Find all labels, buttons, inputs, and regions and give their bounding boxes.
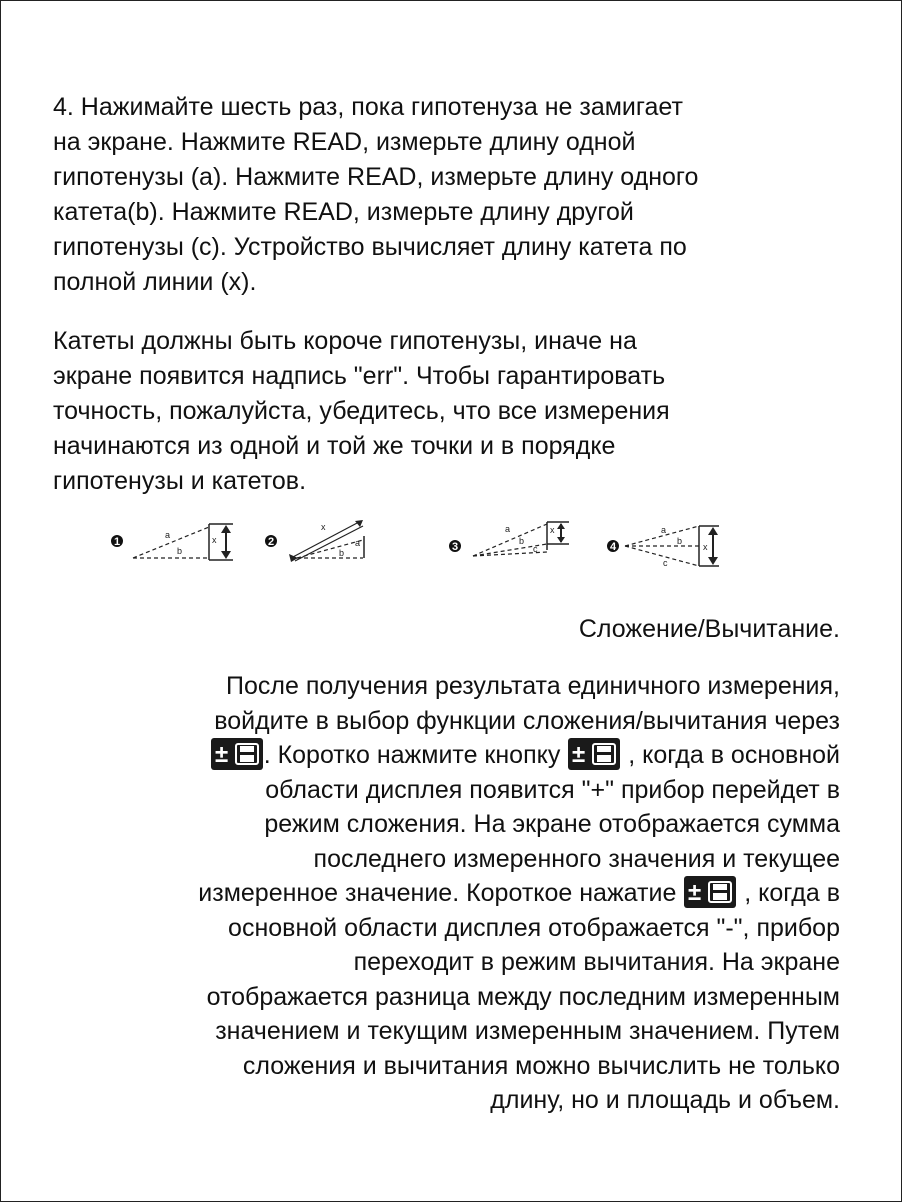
- diagram-4: [605, 516, 735, 576]
- text-line: режим сложения. На экране отображается сумма: [264, 810, 840, 838]
- text-line: на экране. Нажмите READ, измерьте длину одной: [53, 128, 636, 156]
- diagram-1: [109, 516, 249, 576]
- label-x: x: [321, 522, 326, 532]
- text-fragment: . Коротко нажмите кнопку: [263, 741, 561, 769]
- label-b: b: [339, 548, 345, 558]
- text-fragment: измеренное значение. Короткое нажатие: [198, 879, 677, 907]
- plus-minus-save-icon: [568, 738, 620, 770]
- label-c: c: [663, 558, 668, 568]
- diagram-3: [447, 516, 577, 576]
- label-x: x: [703, 542, 708, 552]
- text-line: значением и текущим измеренным значением. Путем: [215, 1017, 840, 1045]
- diagram-number: 2: [267, 536, 275, 548]
- paragraph-instructions-step4: [53, 90, 833, 300]
- svg-text:±: ±: [572, 741, 586, 768]
- label-a: a: [661, 525, 667, 535]
- text-line: отображается разница между последним измеренным: [206, 982, 840, 1011]
- diagram-2: [263, 516, 373, 576]
- text-line: сложения и вычитания можно вычислить не только: [242, 1051, 840, 1080]
- label-b: b: [177, 546, 183, 556]
- diagram-number: 3: [451, 541, 459, 553]
- text-line: войдите в выбор функции сложения/вычитания через: [214, 706, 840, 735]
- svg-text:±: ±: [214, 741, 228, 768]
- svg-text:±: ±: [688, 879, 702, 906]
- text-line: После получения результата единичного измерения,: [226, 672, 840, 700]
- label-c: c: [533, 544, 538, 554]
- text-line: 4. Нажимайте шесть раз, пока гипотенуза не замигает: [53, 93, 683, 121]
- text-line: точность, пожалуйста, убедитесь, что все измерения: [53, 397, 670, 425]
- text-line: начинаются из одной и той же точки и в порядке: [53, 432, 616, 460]
- text-line: гипотенузы (a). Нажмите READ, измерьте длину одного: [53, 163, 699, 191]
- text-line: Катеты должны быть короче гипотенузы, иначе на: [53, 327, 637, 355]
- plus-minus-save-icon: [684, 876, 736, 908]
- text-line: [80, 738, 840, 773]
- text-line: гипотенузы (c). Устройство вычисляет длину катета по: [53, 233, 687, 261]
- plus-minus-save-icon: [211, 738, 263, 770]
- paragraph-warning: [53, 324, 833, 499]
- heading-text: Сложение/Вычитание.: [578, 615, 840, 643]
- text-fragment: , когда в основной: [628, 741, 840, 769]
- text-line: основной области дисплея отображается "-", прибор: [228, 913, 840, 942]
- text-line: гипотенузы и катетов.: [53, 467, 307, 495]
- section-heading: [80, 612, 840, 647]
- label-b: b: [519, 536, 525, 546]
- label-a: a: [165, 530, 171, 540]
- text-line: последнего измеренного значения и текущее: [313, 844, 840, 873]
- label-x: x: [212, 535, 217, 545]
- text-line: области дисплея появится "+" прибор перейдет в: [265, 775, 840, 804]
- label-x: x: [550, 525, 555, 535]
- text-line: переходит в режим вычитания. На экране: [353, 948, 840, 976]
- paragraph-add-subtract: [80, 669, 840, 1118]
- label-a: a: [355, 538, 361, 548]
- text-line: катета(b). Нажмите READ, измерьте длину другой: [53, 198, 634, 226]
- text-fragment: , когда в: [744, 879, 840, 907]
- diagram-number: 1: [113, 536, 121, 548]
- diagram-number: 4: [609, 541, 617, 553]
- text-line: экране появится надпись "err". Чтобы гарантировать: [53, 362, 666, 390]
- label-b: b: [677, 536, 683, 546]
- hypotenuse-line-c: [625, 546, 699, 566]
- label-a: a: [505, 524, 511, 534]
- text-line: полной линии (x).: [53, 268, 257, 296]
- text-line: длину, но и площадь и объем.: [490, 1086, 840, 1114]
- hypotenuse-line-a: [133, 527, 209, 558]
- text-line: [80, 876, 840, 911]
